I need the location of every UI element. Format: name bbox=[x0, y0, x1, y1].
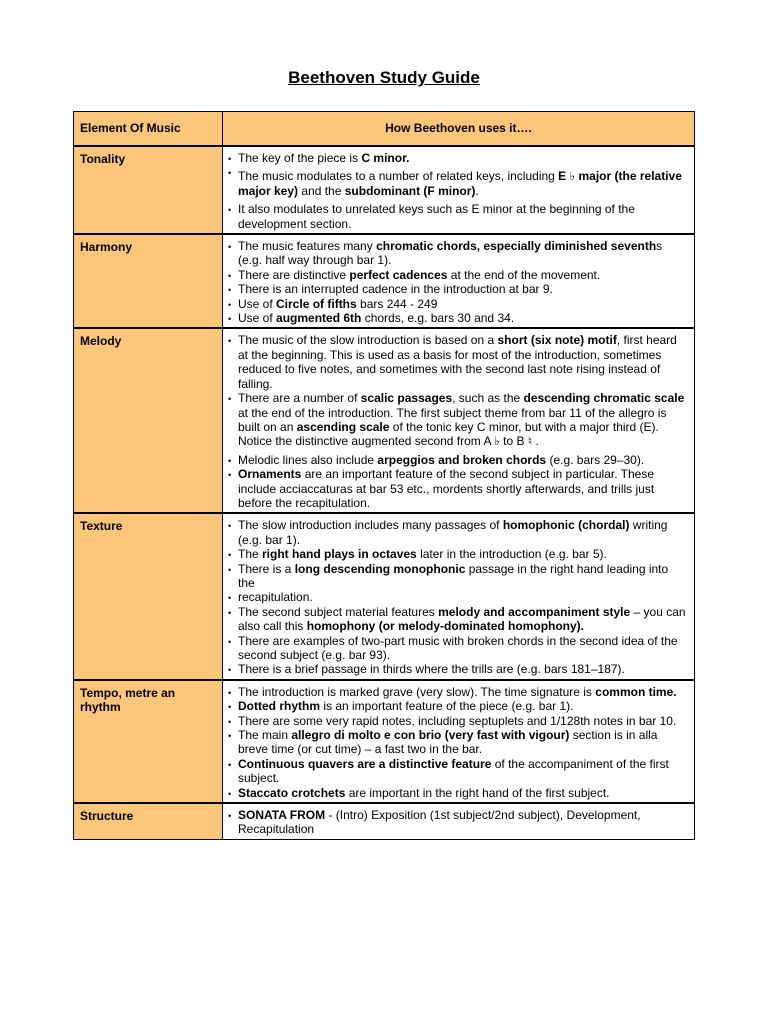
list-item bbox=[238, 685, 688, 699]
text: The music of the slow introduction is based on a bbox=[238, 333, 498, 348]
list-item bbox=[238, 562, 688, 591]
row-content bbox=[223, 680, 695, 803]
row-label: Tonality bbox=[74, 146, 223, 234]
text: chords, e.g. bars 30 and 34. bbox=[361, 311, 515, 326]
bold-text: E ♭ major (the relative major key) bbox=[238, 169, 682, 198]
bold-text: arpeggios and broken chords bbox=[377, 452, 547, 467]
bold-text: melody and accompaniment style bbox=[438, 604, 631, 619]
bold-text: Circle of fifths bbox=[276, 296, 357, 311]
text: – you can also call this bbox=[238, 604, 686, 634]
text: - (Intro) Exposition (1st subject/2nd subject), Development, Recapitulation bbox=[238, 808, 641, 837]
list-item bbox=[238, 453, 688, 467]
text: The music features many bbox=[238, 239, 377, 254]
table-row bbox=[74, 680, 695, 803]
page-title: Beethoven Study Guide bbox=[288, 68, 480, 87]
study-guide-table bbox=[73, 111, 695, 840]
text: The introduction is marked grave (very slow). The time signature is bbox=[238, 684, 596, 699]
bold-text: perfect cadences bbox=[349, 267, 448, 282]
bold-text: allegro di molto e con brio (very fast with vigour) bbox=[291, 728, 570, 743]
text: bars 244 - 249 bbox=[356, 296, 438, 311]
text: of the tonic key C minor, but with a major third (E). Notice the distinctive augmented second from A ♭ to B ♮ . bbox=[238, 419, 659, 449]
list-item bbox=[238, 590, 688, 604]
text: s (e.g. half way through bar 1). bbox=[238, 239, 663, 268]
table-row bbox=[74, 328, 695, 513]
text: Use of bbox=[238, 311, 277, 326]
bullet-list bbox=[238, 685, 688, 800]
list-item bbox=[238, 282, 688, 296]
row-label: Tempo, metre an rhythm bbox=[74, 680, 223, 803]
text: The key of the piece is bbox=[238, 151, 362, 165]
text: is an important feature of the piece (e.g. bar 1). bbox=[320, 699, 574, 714]
bold-text: long descending monophonic bbox=[294, 561, 466, 576]
text: recapitulation. bbox=[238, 590, 313, 605]
table-row bbox=[74, 146, 695, 234]
bold-text: SONATA FROM bbox=[238, 808, 326, 823]
text: There is a brief passage in thirds where the trills are (e.g. bars 181–187). bbox=[238, 662, 625, 677]
text: of the accompaniment of the first subject. bbox=[238, 756, 669, 786]
row-label: Texture bbox=[74, 513, 223, 679]
row-content bbox=[223, 328, 695, 513]
header-row bbox=[74, 112, 695, 147]
bold-text: homophony (or melody-dominated homophony). bbox=[306, 619, 585, 634]
bold-text: Continuous quavers are a distinctive feature bbox=[238, 756, 492, 771]
row-label: Melody bbox=[74, 328, 223, 513]
header-how-beethoven-uses-it: How Beethoven uses it…. bbox=[223, 112, 695, 147]
text: writing (e.g. bar 1). bbox=[238, 518, 668, 547]
row-content bbox=[223, 146, 695, 234]
bullet-list bbox=[238, 518, 688, 676]
list-item bbox=[238, 268, 688, 282]
text: The music modulates to a number of related keys, including bbox=[238, 169, 559, 184]
list-item bbox=[238, 605, 688, 634]
list-item bbox=[238, 634, 688, 663]
list-item bbox=[238, 467, 688, 510]
bullet-list bbox=[238, 239, 688, 325]
bold-text: homophonic (chordal) bbox=[502, 518, 630, 533]
bold-text: right hand plays in octaves bbox=[262, 547, 417, 562]
text: , first heard at the beginning. This is used as a basis for most of the introduction, sometimes reduced to five notes, and sometimes with the second last note rising instead of falling. bbox=[238, 333, 677, 391]
text: Use of bbox=[238, 296, 277, 311]
text: The second subject material features bbox=[238, 604, 439, 619]
list-item bbox=[238, 165, 688, 198]
text: are an important feature of the second subject in particular. These include acciaccaturas at bar 53 etc., mordents shortly afterwards, and trills just before the recapitulation. bbox=[238, 467, 655, 510]
text: The slow introduction includes many passages of bbox=[238, 518, 503, 533]
text: section is in alla breve time (or cut time) – a fast two in the bar. bbox=[238, 728, 658, 757]
bullet-list bbox=[238, 151, 688, 231]
bold-text: chromatic chords, especially diminished seventh bbox=[376, 239, 657, 254]
list-item bbox=[238, 239, 688, 268]
text: (e.g. bars 29–30). bbox=[546, 452, 645, 467]
row-content bbox=[223, 234, 695, 328]
text: It also modulates to unrelated keys such as E minor at the beginning of the development section. bbox=[238, 202, 635, 231]
bullet-list bbox=[238, 333, 688, 510]
bold-text: Ornaments bbox=[238, 467, 302, 482]
table-row bbox=[74, 234, 695, 328]
row-content bbox=[223, 803, 695, 839]
list-item bbox=[238, 391, 688, 449]
text: Melodic lines also include bbox=[238, 452, 378, 467]
text: There are some very rapid notes, including septuplets and 1/128th notes in bar 10. bbox=[238, 713, 677, 728]
text: later in the introduction (e.g. bar 5). bbox=[416, 547, 607, 562]
text: and the bbox=[298, 183, 345, 198]
list-item bbox=[238, 311, 688, 325]
text: at the end of the movement. bbox=[447, 267, 601, 282]
list-item bbox=[238, 714, 688, 728]
list-item bbox=[238, 297, 688, 311]
list-item bbox=[238, 518, 688, 547]
text: are important in the right hand of the first subject. bbox=[345, 785, 610, 800]
text: There are a number of bbox=[238, 391, 361, 406]
text: The main bbox=[238, 728, 292, 743]
list-item bbox=[238, 547, 688, 561]
row-content bbox=[223, 513, 695, 679]
list-item bbox=[238, 699, 688, 713]
bullet-list bbox=[238, 808, 688, 837]
list-item bbox=[238, 202, 688, 231]
bold-text: C minor. bbox=[361, 151, 410, 165]
text: . bbox=[475, 183, 479, 198]
text: There are distinctive bbox=[238, 267, 350, 282]
bold-text: Dotted rhythm bbox=[238, 699, 320, 714]
list-item bbox=[238, 786, 688, 800]
text: passage in the right hand leading into the bbox=[238, 561, 669, 590]
table-row bbox=[74, 513, 695, 679]
row-label: Structure bbox=[74, 803, 223, 839]
list-item bbox=[238, 808, 688, 837]
bold-text: scalic passages bbox=[360, 391, 453, 406]
bold-text: augmented 6th bbox=[276, 311, 362, 326]
text: There is an interrupted cadence in the introduction at bar 9. bbox=[238, 282, 553, 297]
list-item bbox=[238, 662, 688, 676]
bold-text: descending chromatic scale bbox=[523, 391, 685, 406]
text: There are examples of two-part music with broken chords in the second idea of the second subject (e.g. bar 93). bbox=[238, 633, 678, 662]
list-item bbox=[238, 757, 688, 786]
row-label: Harmony bbox=[74, 234, 223, 328]
text: The bbox=[238, 547, 263, 562]
text: There is a bbox=[238, 561, 295, 576]
list-item bbox=[238, 728, 688, 757]
bold-text: Staccato crotchets bbox=[238, 785, 346, 800]
bold-text: short (six note) motif bbox=[497, 333, 617, 348]
list-item bbox=[238, 333, 688, 391]
text: , such as the bbox=[452, 391, 524, 406]
text: at the end of the introduction. The first subject theme from bar 11 of the allegro is built on an bbox=[238, 405, 667, 434]
header-element-of-music: Element Of Music bbox=[74, 112, 223, 147]
bold-text: subdominant (F minor) bbox=[344, 183, 476, 198]
list-item bbox=[238, 151, 688, 165]
table-row bbox=[74, 803, 695, 839]
bold-text: common time. bbox=[595, 684, 677, 699]
bold-text: ascending scale bbox=[296, 419, 390, 434]
